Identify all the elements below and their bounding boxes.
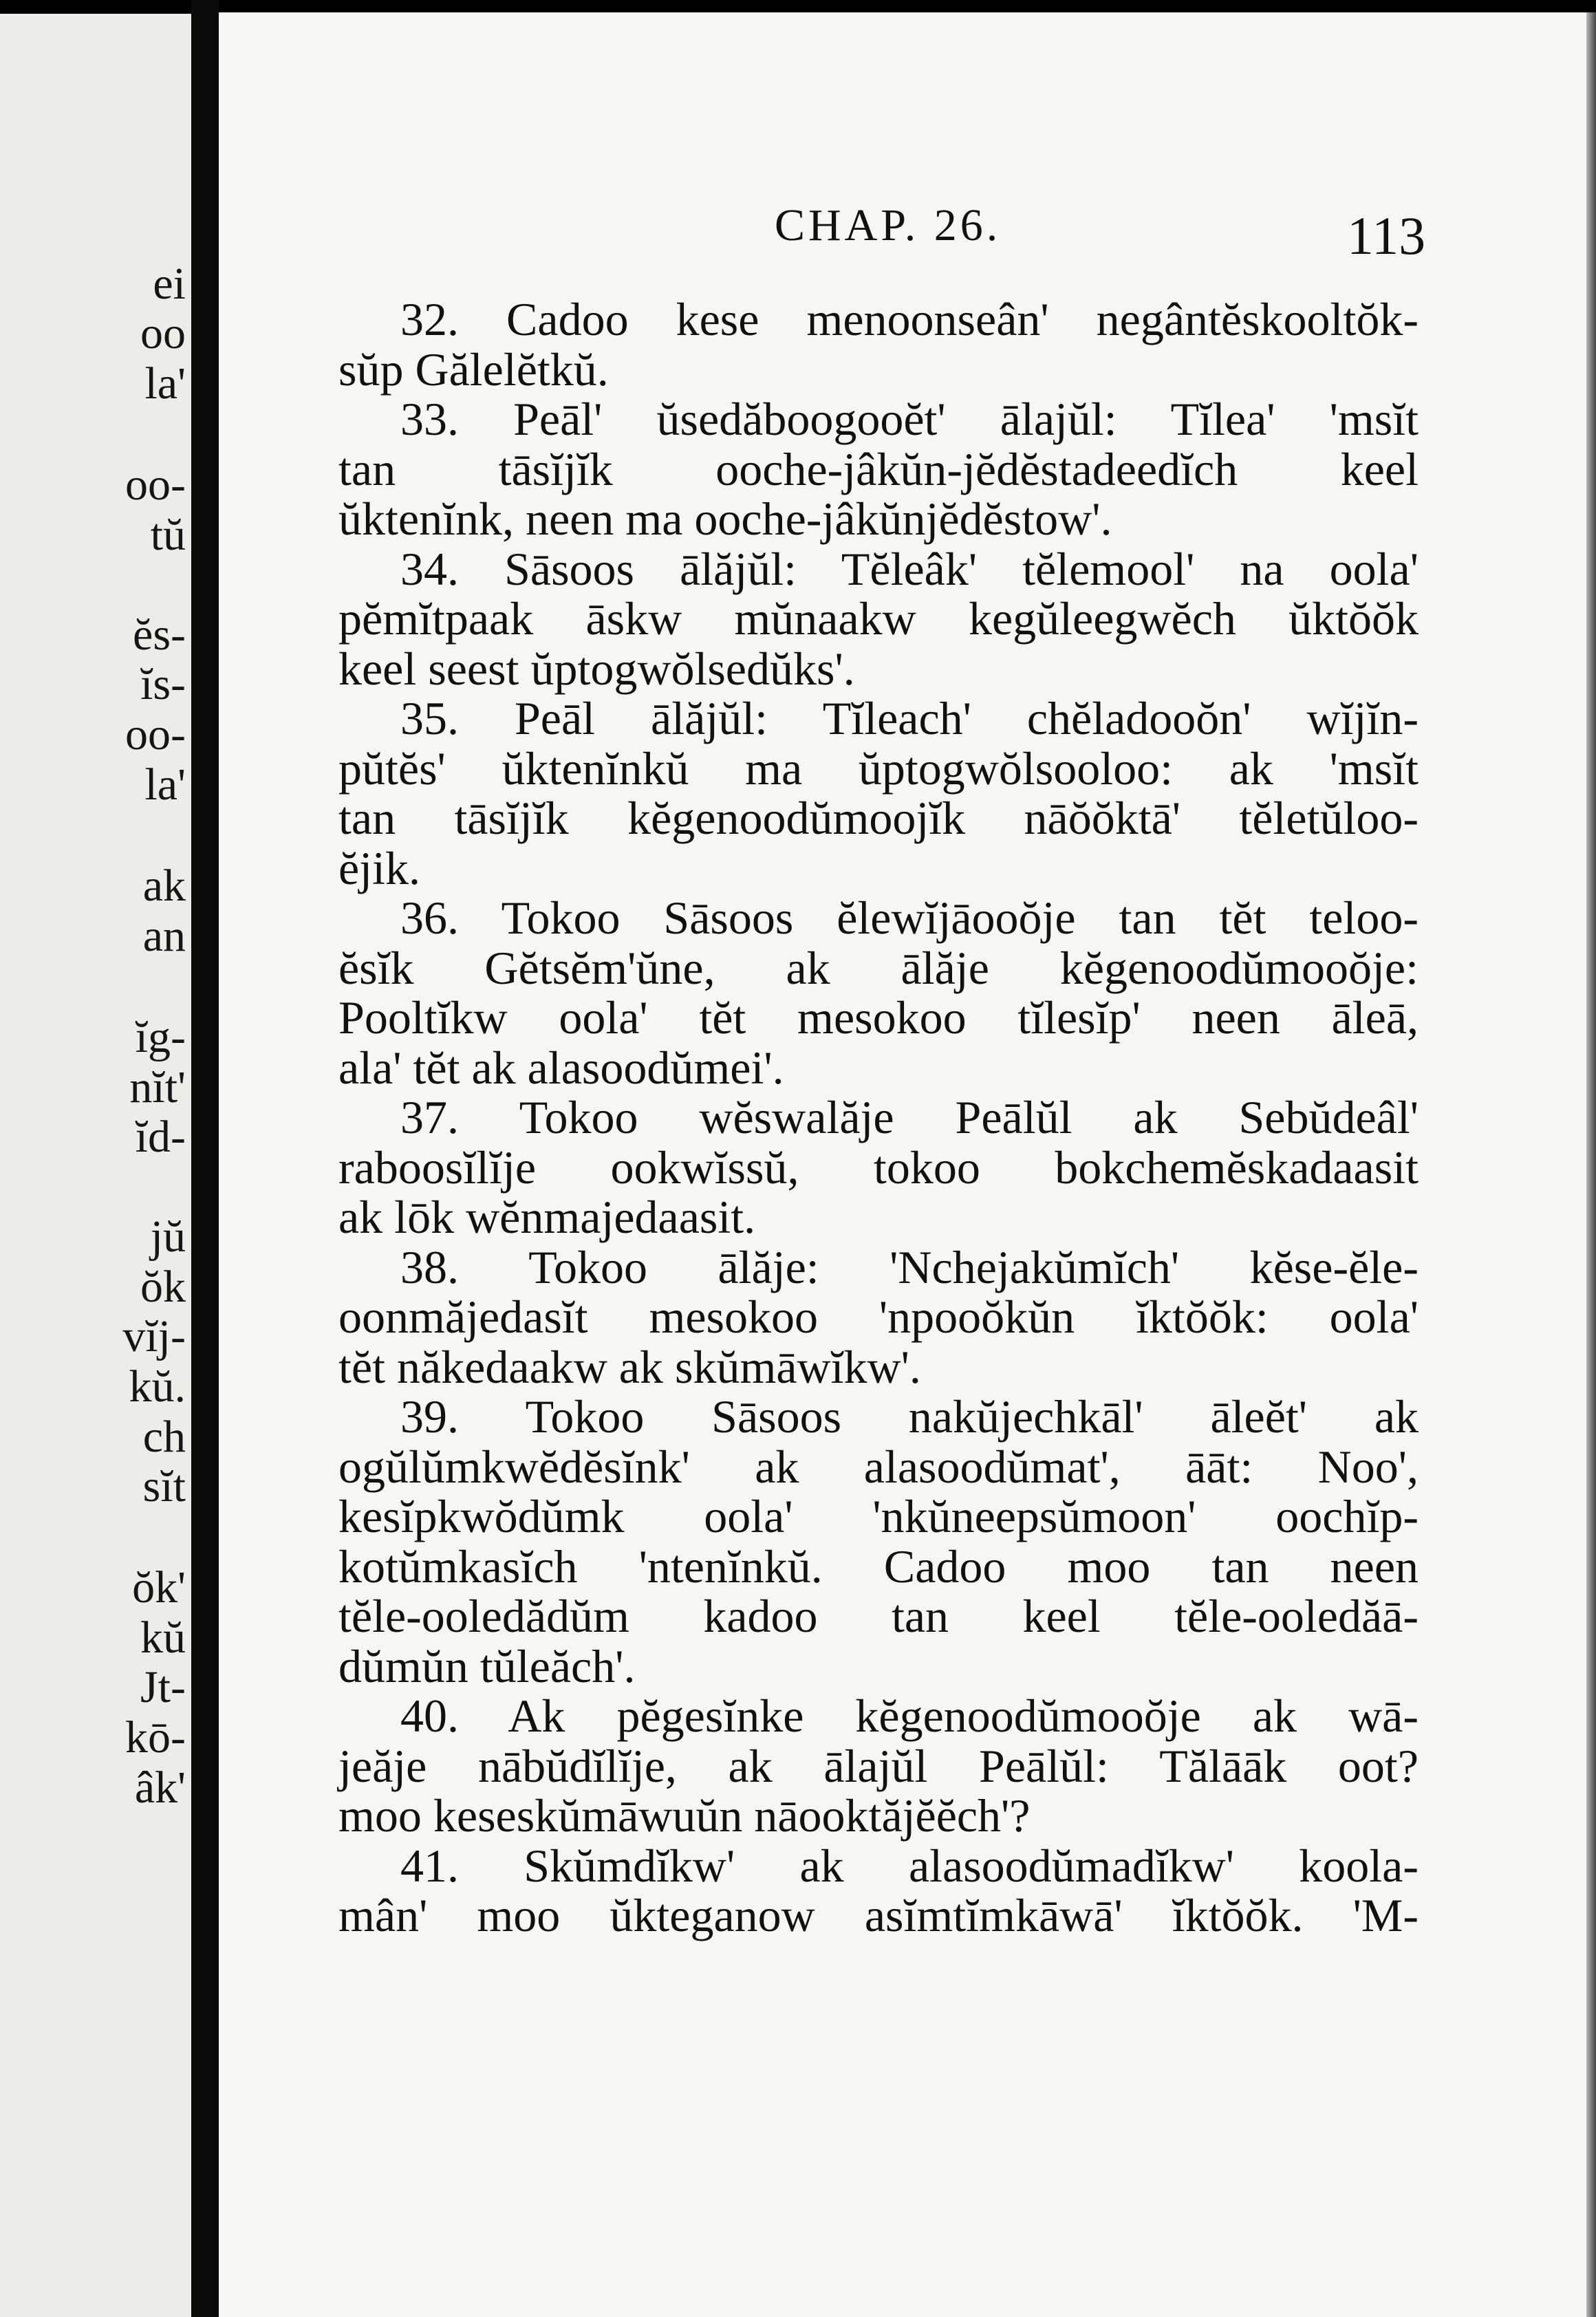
left-page-line: ĕs-	[133, 610, 186, 660]
left-page-line: jŭ	[150, 1211, 186, 1262]
verse-line: jeăje nābŭdĭlĭje, ak ālajŭl Peālŭl: Tălāāk oot?	[338, 1739, 1419, 1792]
verse-line: tan tāsĭjĭk ooche-jâkŭn-jĕdĕstadeedĭch keel	[338, 442, 1419, 495]
verse-line: ogŭlŭmkwĕdĕsĭnk' ak alasoodŭmat', āāt: Noo',	[338, 1440, 1419, 1493]
left-page-line: ak	[142, 861, 186, 911]
verse-line: 37. Tokoo wĕswalăje Peālŭl ak Sebŭdeâl'	[400, 1091, 1419, 1143]
left-page-line: ŏk'	[132, 1562, 186, 1613]
left-page-line: ch	[142, 1412, 186, 1462]
left-page-line: tŭ	[150, 510, 186, 560]
verse-line: moo keseskŭmāwuŭn nāooktăjĕĕch'?	[338, 1789, 1031, 1842]
verse-line: pĕmĭtpaak āskw mŭnaakw kegŭleegwĕch ŭktŏŏk	[338, 592, 1419, 645]
left-page-line: la'	[144, 358, 186, 409]
book-gutter	[191, 0, 219, 2317]
verse-line: 36. Tokoo Sāsoos ĕlewĭjāooŏje tan tĕt teloo-	[400, 892, 1419, 944]
verse-line: tĕle-ooledădŭm kadoo tan keel tĕle-ooledăā-	[338, 1590, 1419, 1642]
verse-line: 39. Tokoo Sāsoos nakŭjechkāl' āleĕt' ak	[400, 1390, 1419, 1443]
left-page-line: ĭd-	[135, 1112, 186, 1162]
verse-line: mân' moo ŭkteganow asĭmtĭmkāwā' ĭktŏŏk. 'M-	[338, 1889, 1419, 1941]
verse-line: ala' tĕt ak alasoodŭmei'.	[338, 1041, 784, 1094]
verse-line: tan tāsĭjĭk kĕgenoodŭmoojĭk nāŏŏktā' tĕletŭloo-	[338, 792, 1419, 844]
verse-line: kesĭpkwŏdŭmk oola' 'nkŭneepsŭmoon' oochĭp-	[338, 1490, 1419, 1542]
running-head: CHAP. 26.	[775, 200, 1002, 250]
left-page-line: ĭs-	[140, 659, 186, 709]
verse-line: keel seest ŭptogwŏlsedŭks'.	[338, 642, 855, 695]
left-page-line: vĭj-	[122, 1311, 186, 1361]
verse-line: 32. Cadoo kese menoonseân' negântĕskooltŏk-	[400, 293, 1419, 345]
verse-line: ĕsĭk Gĕtsĕm'ŭne, ak ālăje kĕgenoodŭmooŏje:	[338, 941, 1419, 994]
left-page-line: ŏk	[140, 1262, 186, 1312]
verse-line: 38. Tokoo ālăje: 'Nchejakŭmĭch' kĕse-ĕle-	[400, 1240, 1419, 1293]
verse-line: oonmăjedasĭt mesokoo 'npooŏkŭn ĭktŏŏk: oola'	[338, 1291, 1419, 1343]
left-page-line: kŭ.	[129, 1361, 186, 1412]
verse-line: kotŭmkasĭch 'ntenĭnkŭ. Cadoo moo tan neen	[338, 1540, 1419, 1593]
left-page-line: oo-	[125, 709, 186, 759]
left-page-line: nĭt'	[129, 1062, 186, 1112]
left-page-line: an	[142, 911, 186, 961]
verse-line: ak lōk wĕnmajedaasit.	[338, 1191, 756, 1243]
verse-line: 34. Sāsoos ālăjŭl: Tĕleâk' tĕlemool' na oola'	[400, 542, 1419, 595]
verse-line: pŭtĕs' ŭktenĭnkŭ ma ŭptogwŏlsooloo: ak 'msĭt	[338, 742, 1419, 795]
verse-line: dŭmŭn tŭleăch'.	[338, 1639, 636, 1692]
verse-line: tĕt năkedaakw ak skŭmāwĭkw'.	[338, 1340, 921, 1393]
left-page-line: ei	[153, 259, 186, 309]
verse-line: 40. Ak pĕgesĭnke kĕgenoodŭmooŏje ak wā-	[400, 1690, 1419, 1742]
left-page-line: oo	[140, 308, 186, 358]
verse-line: ŭktenĭnk, neen ma ooche-jâkŭnjĕdĕstow'.	[338, 493, 1112, 545]
verse-text-block	[338, 294, 1419, 1941]
left-page-line: Jt-	[140, 1662, 186, 1712]
page-number: 113	[1347, 206, 1426, 266]
verse-line: 35. Peāl ālăjŭl: Tĭleach' chĕladooŏn' wĭjĭn-	[400, 692, 1419, 744]
left-page-line: sĭt	[142, 1461, 186, 1511]
verse-line: raboosĭlĭje ookwĭssŭ, tokoo bokchemĕskadaasit	[338, 1141, 1419, 1194]
verse-line: 41. Skŭmdĭkw' ak alasoodŭmadĭkw' koola-	[400, 1839, 1419, 1892]
book-page	[219, 12, 1596, 2317]
left-page-line: kō-	[125, 1712, 186, 1763]
verse-line: Pooltĭkw oola' tĕt mesokoo tĭlesĭp' neen āleā,	[338, 991, 1419, 1044]
verse-line: sŭp Gălelĕtkŭ.	[338, 343, 609, 396]
previous-page-fragment	[0, 14, 191, 2317]
left-page-line: kŭ	[140, 1613, 186, 1663]
verse-line: ĕjik.	[338, 841, 420, 894]
left-page-line: ĭg-	[135, 1012, 186, 1062]
page-edge-shadow	[1586, 12, 1596, 2317]
left-page-line: oo-	[125, 460, 186, 510]
left-page-line: la'	[144, 759, 186, 810]
verse-line: 33. Peāl' ŭsedăboogooĕt' ālajŭl: Tĭlea' 'msĭt	[400, 393, 1419, 445]
left-page-line: âk'	[134, 1763, 186, 1813]
